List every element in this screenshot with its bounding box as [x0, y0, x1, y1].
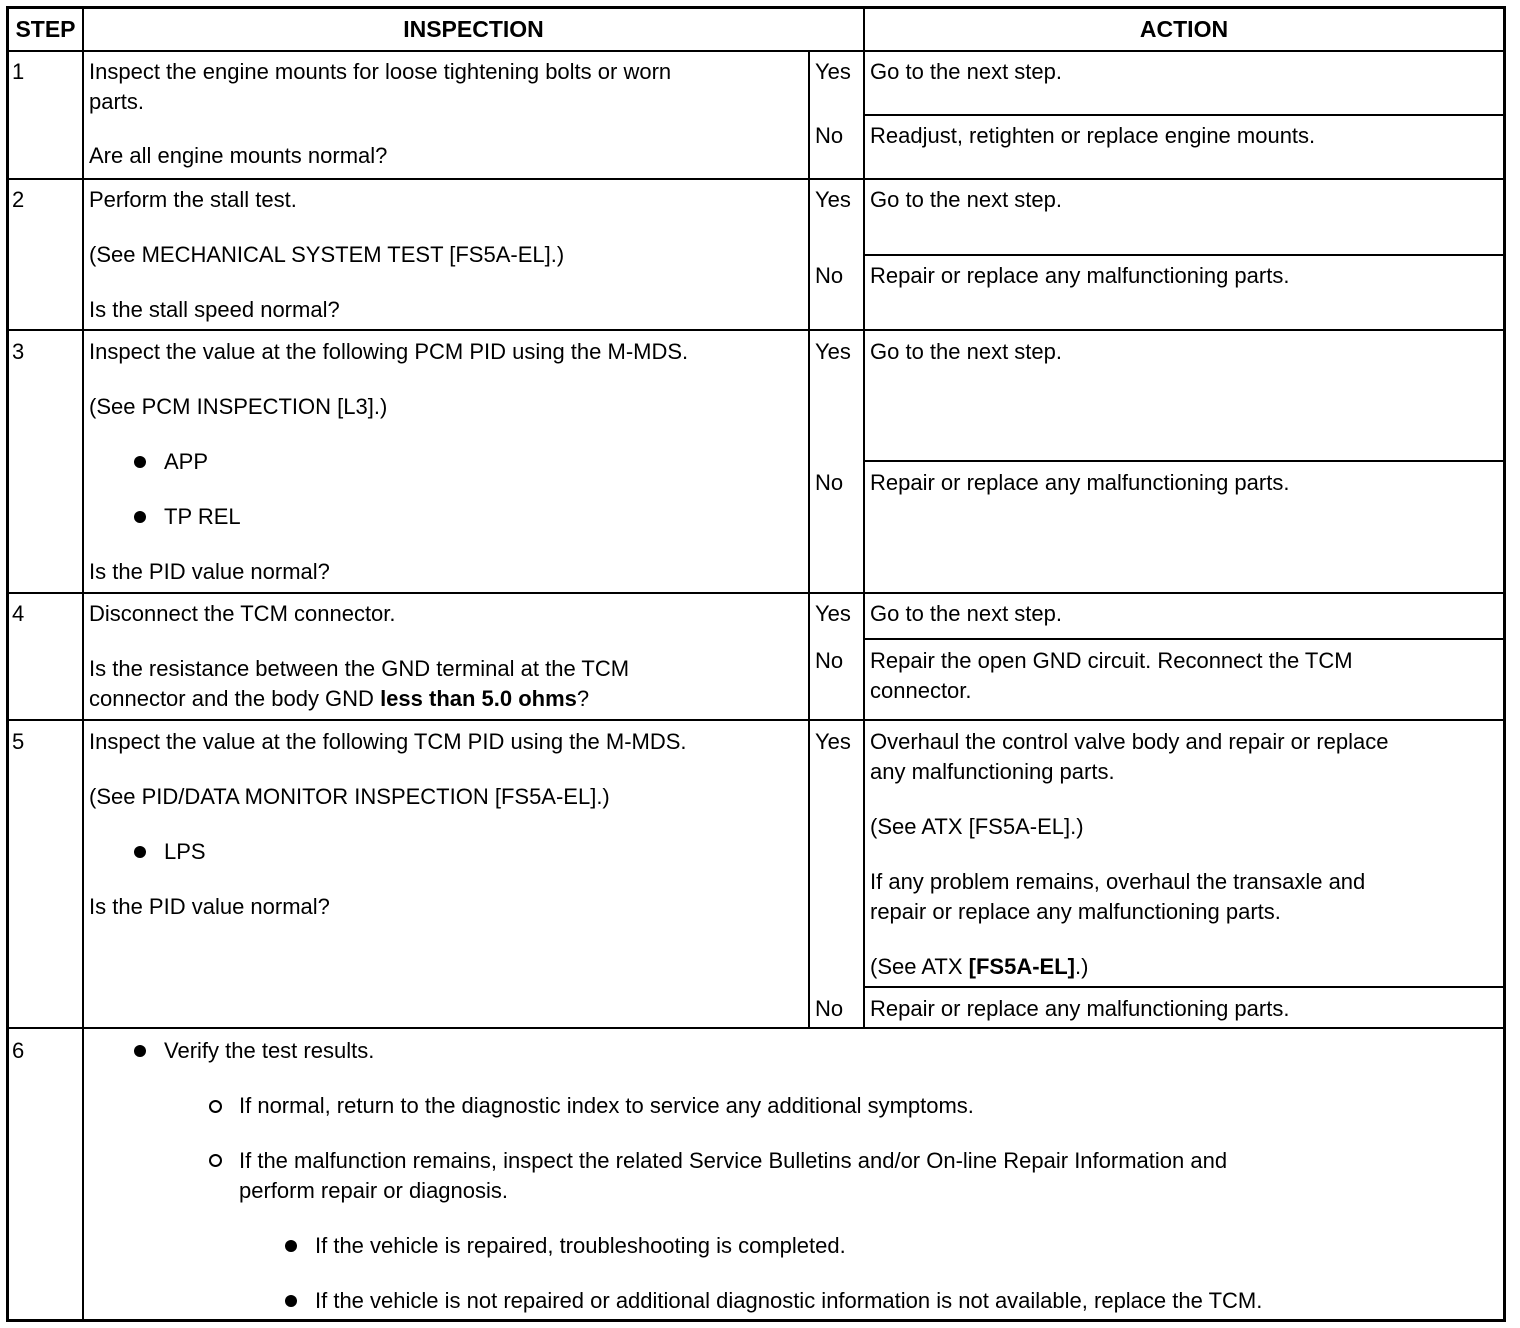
inspection-question: Is the PID value normal? [89, 894, 330, 919]
inspection-reference: (See MECHANICAL SYSTEM TEST [FS5A-EL].) [89, 242, 565, 267]
yes-action: Go to the next step. [870, 601, 1063, 626]
yes-no-divider [863, 986, 1503, 988]
pid-item: LPS [164, 839, 206, 864]
no-action: Repair or replace any malfunctioning parts. [870, 470, 1290, 495]
yes-label: Yes [815, 59, 851, 84]
column-divider [808, 50, 810, 1027]
no-label: No [815, 996, 844, 1021]
inspection-question: Is the PID value normal? [89, 559, 330, 584]
yes-action-reference: (See ATX [FS5A-EL].) [870, 814, 1084, 839]
inspection-text: parts. [89, 89, 145, 114]
no-label: No [815, 470, 844, 495]
question-mark: ? [576, 686, 590, 711]
inspection-question: Are all engine mounts normal? [89, 143, 388, 168]
yes-label: Yes [815, 729, 851, 754]
yes-no-divider [863, 638, 1503, 640]
row-divider [9, 329, 1503, 331]
inspection-text: Inspect the value at the following TCM PID using the M-MDS. [89, 729, 687, 754]
step-number: 1 [12, 59, 25, 84]
reference-text: (See ATX [870, 954, 969, 979]
row-divider [9, 592, 1503, 594]
hollow-bullet-icon [209, 1154, 222, 1167]
row-divider [9, 50, 1503, 52]
no-action: Repair or replace any malfunctioning parts. [870, 263, 1290, 288]
yes-action: Go to the next step. [870, 59, 1063, 84]
yes-action: Overhaul the control valve body and repair or replace [870, 729, 1389, 754]
verify-subitem: If normal, return to the diagnostic index to service any additional symptoms. [239, 1093, 974, 1118]
column-divider [82, 9, 84, 1319]
yes-no-divider [863, 460, 1503, 462]
yes-no-divider [863, 114, 1503, 116]
step-number: 4 [12, 601, 25, 626]
row-divider [9, 178, 1503, 180]
step-number: 5 [12, 729, 25, 754]
yes-action: If any problem remains, overhaul the transaxle and [870, 869, 1366, 894]
no-label: No [815, 123, 844, 148]
yes-action: Go to the next step. [870, 339, 1063, 364]
no-label: No [815, 648, 844, 673]
inspection-text: Perform the stall test. [89, 187, 297, 212]
yes-label: Yes [815, 187, 851, 212]
yes-action: Go to the next step. [870, 187, 1063, 212]
no-action: connector. [870, 678, 972, 703]
column-divider [863, 9, 865, 1027]
yes-action: repair or replace any malfunctioning parts. [870, 899, 1281, 924]
inspection-question: Is the stall speed normal? [89, 297, 340, 322]
yes-no-divider [863, 254, 1503, 256]
inspection-text: Disconnect the TCM connector. [89, 601, 396, 626]
bullet-icon [285, 1295, 297, 1307]
yes-action: any malfunctioning parts. [870, 759, 1115, 784]
header-step: STEP [15, 16, 76, 42]
inspection-text: Inspect the engine mounts for loose tightening bolts or worn [89, 59, 672, 84]
step-number: 3 [12, 339, 25, 364]
pid-item: TP REL [164, 504, 241, 529]
yes-action-reference [870, 952, 1088, 982]
inspection-question-line [89, 684, 589, 714]
question-text: connector and the body GND [89, 686, 381, 711]
bullet-icon [134, 1045, 146, 1057]
no-action: Readjust, retighten or replace engine mounts. [870, 123, 1316, 148]
inspection-reference: (See PID/DATA MONITOR INSPECTION [FS5A-EL].) [89, 784, 610, 809]
question-emphasis: less than 5.0 ohms [380, 686, 577, 711]
verify-subitem: If the malfunction remains, inspect the related Service Bulletins and/or On-line Repair Information and [239, 1148, 1228, 1173]
reference-close: .) [1074, 954, 1089, 979]
pid-item: APP [164, 449, 209, 474]
inspection-question: Is the resistance between the GND terminal at the TCM [89, 656, 630, 681]
verify-result: If the vehicle is not repaired or additional diagnostic information is not available, replace the TCM. [315, 1288, 1263, 1313]
header-action: ACTION [1139, 16, 1229, 42]
no-action: Repair the open GND circuit. Reconnect the TCM [870, 648, 1353, 673]
no-label: No [815, 263, 844, 288]
step-number: 2 [12, 187, 25, 212]
inspection-text: Inspect the value at the following PCM PID using the M-MDS. [89, 339, 689, 364]
verify-item: Verify the test results. [164, 1038, 375, 1063]
no-action: Repair or replace any malfunctioning parts. [870, 996, 1290, 1021]
bullet-icon [134, 511, 146, 523]
bullet-icon [285, 1240, 297, 1252]
verify-subitem: perform repair or diagnosis. [239, 1178, 509, 1203]
yes-label: Yes [815, 339, 851, 364]
row-divider [9, 719, 1503, 721]
inspection-reference: (See PCM INSPECTION [L3].) [89, 394, 388, 419]
header-inspection: INSPECTION [403, 16, 544, 42]
bullet-icon [134, 846, 146, 858]
row-divider [9, 1027, 1503, 1029]
step-number: 6 [12, 1038, 25, 1063]
hollow-bullet-icon [209, 1100, 222, 1113]
yes-label: Yes [815, 601, 851, 626]
reference-code: [FS5A-EL] [968, 954, 1075, 979]
verify-result: If the vehicle is repaired, troubleshooting is completed. [315, 1233, 846, 1258]
bullet-icon [134, 456, 146, 468]
diagnostic-table [6, 6, 1506, 1322]
